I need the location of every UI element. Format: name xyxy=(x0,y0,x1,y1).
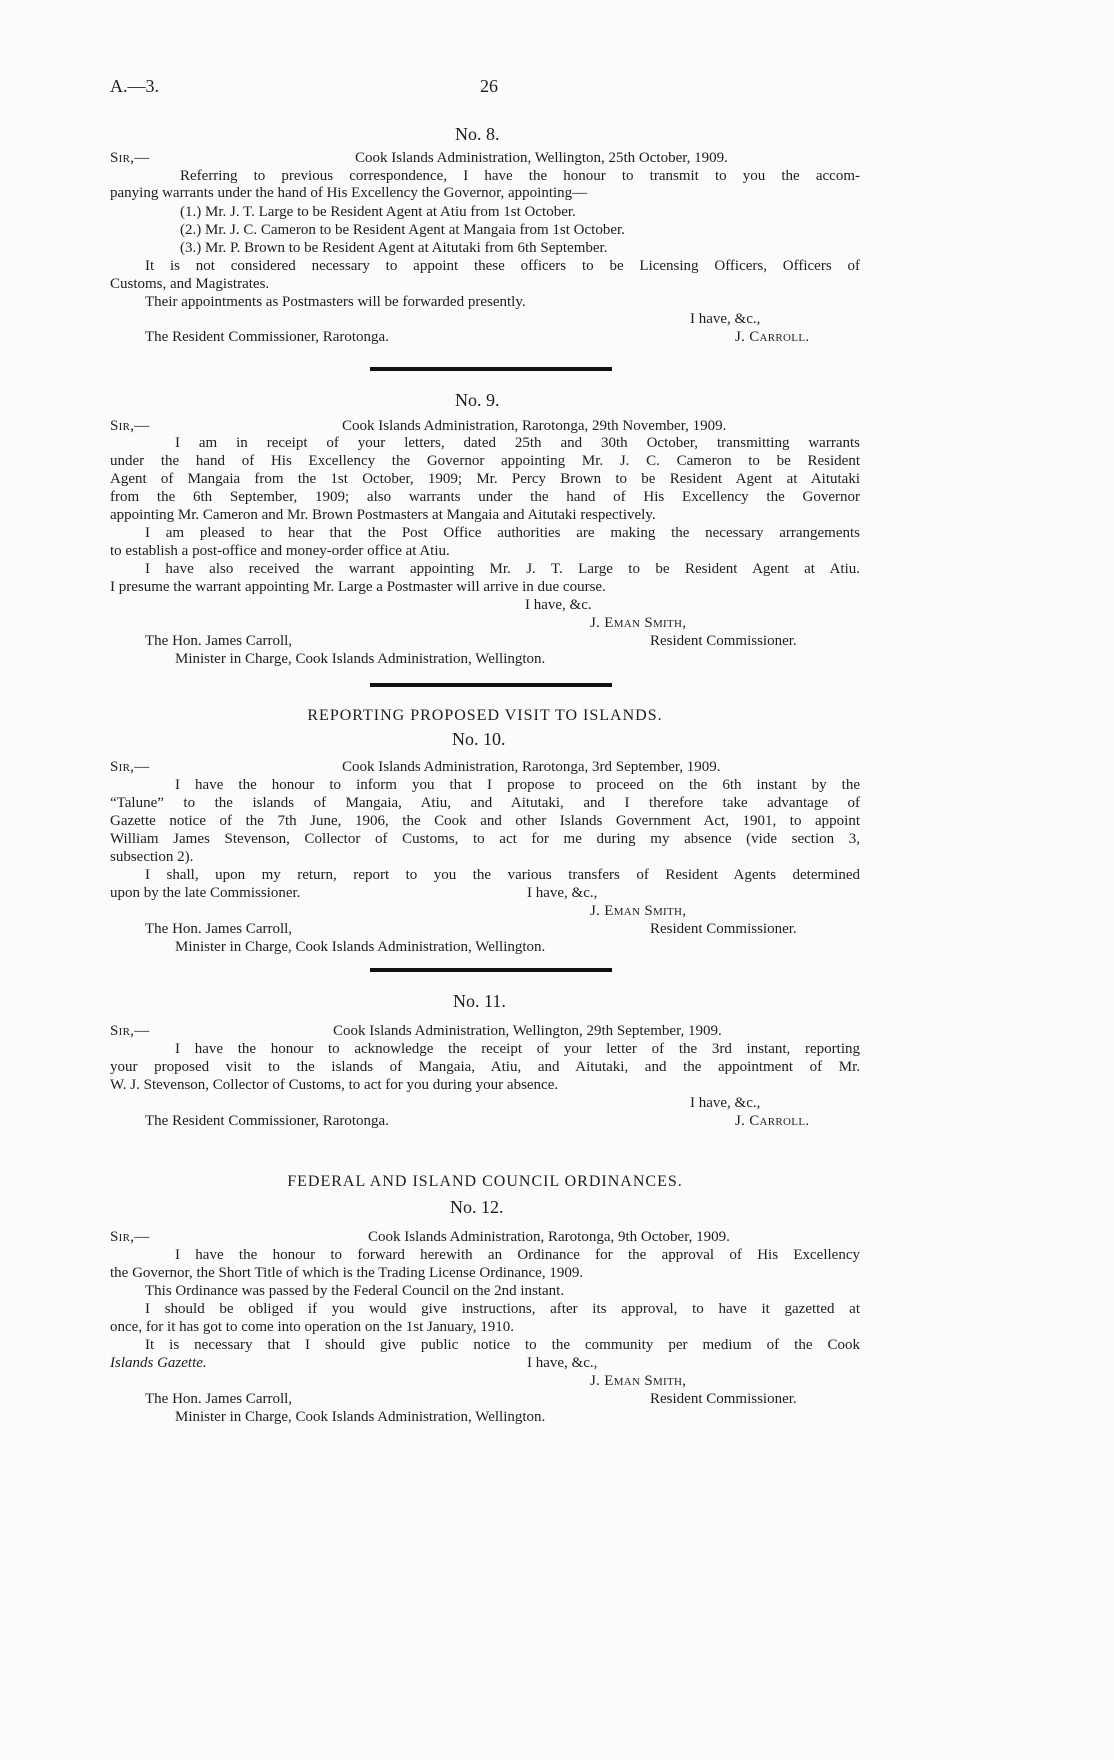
salutation: Sir,— xyxy=(110,150,150,166)
closing: I have, &c., xyxy=(690,1095,761,1111)
addressee-line-2: Minister in Charge, Cook Islands Administration, Wellington. xyxy=(175,939,546,955)
body-line: the Governor, the Short Title of which is the Trading License Ordinance, 1909. xyxy=(110,1265,584,1281)
body-line: This Ordinance was passed by the Federal Council on the 2nd instant. xyxy=(145,1283,565,1299)
body-line: I have the honour to forward herewith an Ordinance for the approval of His Excellency xyxy=(175,1247,860,1263)
body-line: It is necessary that I should give public notice to the community per medium of the Cook xyxy=(145,1337,860,1353)
divider xyxy=(370,683,612,687)
body-line: once, for it has got to come into operation on the 1st January, 1910. xyxy=(110,1319,514,1335)
signature: J. Eman Smith, xyxy=(590,615,687,631)
body-line: I should be obliged if you would give instructions, after its approval, to have it gazetted at xyxy=(145,1301,860,1317)
section-heading: FEDERAL AND ISLAND COUNCIL ORDINANCES. xyxy=(287,1173,683,1190)
body-line: I have also received the warrant appointing Mr. J. T. Large to be Resident Agent at Atiu. xyxy=(145,561,860,577)
body-line: “Talune” to the islands of Mangaia, Atiu, and Aitutaki, and I therefore take advantage of xyxy=(110,795,860,811)
body-line: from the 6th September, 1909; also warrants under the hand of His Excellency the Governor xyxy=(110,489,860,505)
letter-number: No. 12. xyxy=(450,1197,504,1217)
salutation: Sir,— xyxy=(110,759,150,775)
body-line: upon by the late Commissioner. xyxy=(110,885,301,901)
body-line: subsection 2). xyxy=(110,849,194,865)
divider xyxy=(370,968,612,972)
body-line: W. J. Stevenson, Collector of Customs, to act for you during your absence. xyxy=(110,1077,559,1093)
dateline: Cook Islands Administration, Wellington, 29th September, 1909. xyxy=(333,1023,722,1039)
body-line: William James Stevenson, Collector of Customs, to act for me during my absence (vide section 3, xyxy=(110,831,860,847)
addressee: The Resident Commissioner, Rarotonga. xyxy=(145,1113,389,1129)
closing: I have, &c., xyxy=(690,311,761,327)
addressee: The Hon. James Carroll, xyxy=(145,921,293,937)
signature: J. Eman Smith, xyxy=(590,903,687,919)
body-line: panying warrants under the hand of His Excellency the Governor, appointing— xyxy=(110,185,588,201)
section-heading: REPORTING PROPOSED VISIT TO ISLANDS. xyxy=(307,707,663,724)
letter-number: No. 8. xyxy=(455,124,500,144)
addressee-line-2: Minister in Charge, Cook Islands Administration, Wellington. xyxy=(175,651,546,667)
body-line: Customs, and Magistrates. xyxy=(110,276,270,292)
list-item: (2.) Mr. J. C. Cameron to be Resident Agent at Mangaia from 1st October. xyxy=(180,222,625,238)
salutation: Sir,— xyxy=(110,418,150,434)
body-line: Islands Gazette. xyxy=(110,1355,207,1371)
list-item: (1.) Mr. J. T. Large to be Resident Agent at Atiu from 1st October. xyxy=(180,204,576,220)
closing: I have, &c., xyxy=(527,1355,598,1371)
signature: J. Carroll. xyxy=(735,1113,810,1129)
salutation: Sir,— xyxy=(110,1023,150,1039)
body-line: It is not considered necessary to appoint these officers to be Licensing Officers, Officers of xyxy=(145,258,860,274)
dateline: Cook Islands Administration, Rarotonga, 3rd September, 1909. xyxy=(342,759,721,775)
body-line: I shall, upon my return, report to you the various transfers of Resident Agents determined xyxy=(145,867,860,883)
document-reference: A.—3. xyxy=(110,76,159,96)
dateline: Cook Islands Administration, Rarotonga, 9th October, 1909. xyxy=(368,1229,730,1245)
list-item: (3.) Mr. P. Brown to be Resident Agent at Aitutaki from 6th September. xyxy=(180,240,608,256)
body-line: I have the honour to inform you that I propose to proceed on the 6th instant by the xyxy=(175,777,860,793)
closing: I have, &c. xyxy=(525,597,592,613)
body-line: I presume the warrant appointing Mr. Large a Postmaster will arrive in due course. xyxy=(110,579,606,595)
body-line: to establish a post-office and money-order office at Atiu. xyxy=(110,543,450,559)
body-line: appointing Mr. Cameron and Mr. Brown Postmasters at Mangaia and Aitutaki respectively. xyxy=(110,507,656,523)
dateline: Cook Islands Administration, Wellington, 25th October, 1909. xyxy=(355,150,728,166)
salutation: Sir,— xyxy=(110,1229,150,1245)
body-line: I am pleased to hear that the Post Office authorities are making the necessary arrangements xyxy=(145,525,860,541)
body-line: under the hand of His Excellency the Governor appointing Mr. J. C. Cameron to be Resident xyxy=(110,453,860,469)
body-line: I have the honour to acknowledge the receipt of your letter of the 3rd instant, reporting xyxy=(175,1041,860,1057)
dateline: Cook Islands Administration, Rarotonga, 29th November, 1909. xyxy=(342,418,727,434)
letter-number: No. 11. xyxy=(453,991,506,1011)
body-line: your proposed visit to the islands of Mangaia, Atiu, and Aitutaki, and the appointment of Mr. xyxy=(110,1059,860,1075)
addressee-line-2: Minister in Charge, Cook Islands Administration, Wellington. xyxy=(175,1409,546,1425)
signatory-title: Resident Commissioner. xyxy=(650,633,797,649)
signatory-title: Resident Commissioner. xyxy=(650,1391,797,1407)
letter-number: No. 10. xyxy=(452,729,506,749)
signature: J. Carroll. xyxy=(735,329,810,345)
divider xyxy=(370,367,612,371)
body-line: I am in receipt of your letters, dated 25th and 30th October, transmitting warrants xyxy=(175,435,860,451)
letter-number: No. 9. xyxy=(455,390,500,410)
body-line: Their appointments as Postmasters will be forwarded presently. xyxy=(145,294,526,310)
signature: J. Eman Smith, xyxy=(590,1373,687,1389)
body-line: Referring to previous correspondence, I have the honour to transmit to you the accom- xyxy=(180,168,860,184)
page-number: 26 xyxy=(480,76,498,96)
body-line: Gazette notice of the 7th June, 1906, the Cook and other Islands Government Act, 1901, to appoint xyxy=(110,813,860,829)
addressee: The Hon. James Carroll, xyxy=(145,1391,293,1407)
closing: I have, &c., xyxy=(527,885,598,901)
addressee: The Hon. James Carroll, xyxy=(145,633,293,649)
body-line: Agent of Mangaia from the 1st October, 1909; Mr. Percy Brown to be Resident Agent at Aitutaki xyxy=(110,471,860,487)
signatory-title: Resident Commissioner. xyxy=(650,921,797,937)
addressee: The Resident Commissioner, Rarotonga. xyxy=(145,329,389,345)
